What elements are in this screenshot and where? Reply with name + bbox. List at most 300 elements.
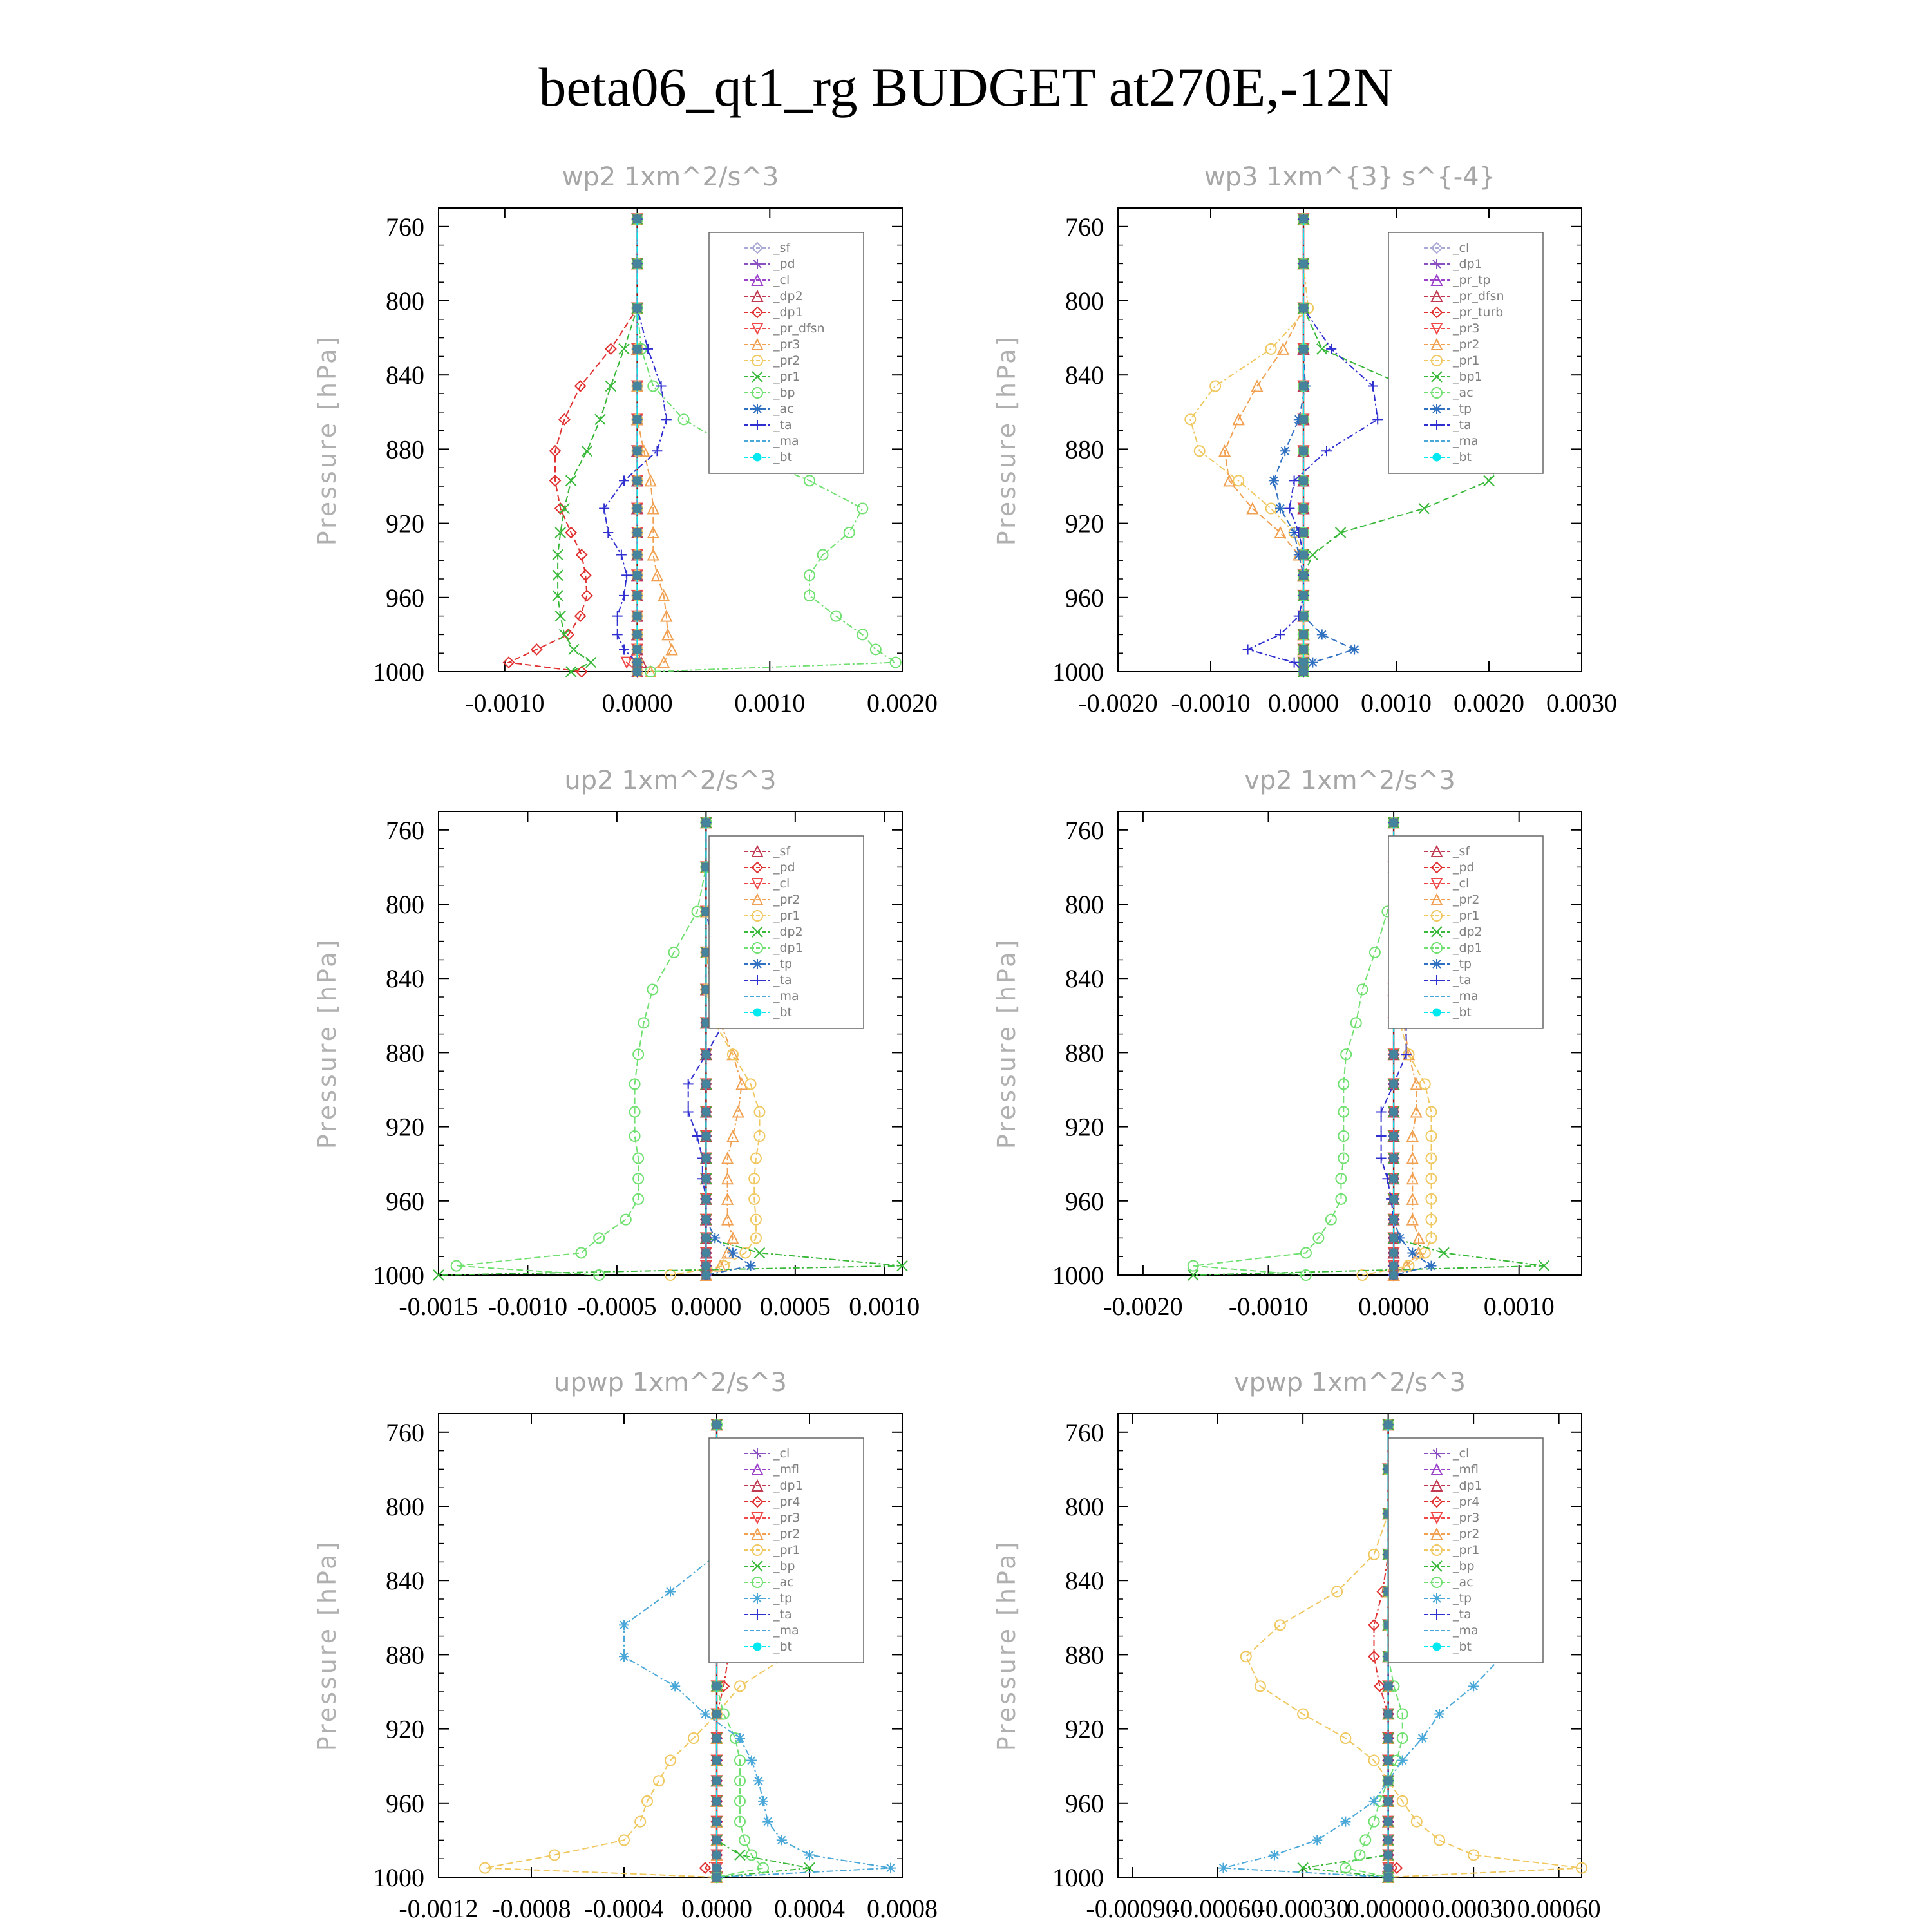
zero-marker <box>1389 1195 1398 1204</box>
y-tick-label: 1000 <box>373 1261 424 1290</box>
zero-marker <box>1384 1864 1393 1873</box>
panel-up2 <box>313 766 920 1321</box>
data-point <box>1218 1863 1228 1873</box>
x-tick-label: 0.0000 <box>1268 688 1339 717</box>
legend-label: _dp1 <box>1453 257 1482 271</box>
zero-marker <box>1299 630 1308 639</box>
x-tick-label: 0.0005 <box>759 1292 831 1321</box>
legend-marker <box>753 453 761 461</box>
data-point <box>1284 504 1294 514</box>
legend-label: _pr4 <box>773 1495 800 1509</box>
zero-marker <box>1299 446 1308 455</box>
x-tick-label: 0.0020 <box>1454 688 1524 717</box>
legend-label: _bt <box>773 1005 793 1019</box>
series-ta <box>1243 214 1383 677</box>
zero-marker <box>1299 381 1308 390</box>
zero-marker <box>633 571 642 580</box>
zero-marker <box>712 1835 721 1844</box>
data-point <box>1317 344 1327 354</box>
legend-label: _tp <box>1453 957 1472 971</box>
data-point <box>1417 1733 1428 1743</box>
data-point <box>1419 504 1429 514</box>
data-point <box>1280 446 1290 456</box>
x-tick-label: 0.0000 <box>601 688 673 717</box>
legend-label: _ma <box>773 434 799 448</box>
legend-label: _pr2 <box>1453 1527 1480 1541</box>
data-point <box>679 414 689 424</box>
zero-marker <box>1389 818 1398 827</box>
zero-marker <box>633 658 642 667</box>
data-point <box>683 1107 694 1117</box>
x-tick-label: 0.0030 <box>1546 688 1617 717</box>
data-point <box>1426 1261 1436 1271</box>
legend-marker <box>753 1009 761 1016</box>
x-tick-label: -0.0008 <box>491 1894 571 1923</box>
data-point <box>683 1079 694 1089</box>
legend-label: _pr_turb <box>1453 305 1504 319</box>
y-axis-label: Pressure [hPa] <box>313 937 341 1150</box>
y-axis-label: Pressure [hPa] <box>992 1539 1021 1752</box>
zero-marker <box>1299 476 1308 485</box>
data-point <box>1317 629 1327 639</box>
data-point <box>758 1863 768 1873</box>
zero-marker <box>1389 1154 1398 1163</box>
zero-marker <box>701 1050 710 1059</box>
series-pr_dfsn <box>621 214 642 677</box>
y-tick-label: 1000 <box>1052 1261 1104 1290</box>
legend-label: _ta <box>1453 418 1472 432</box>
zero-marker <box>1384 1850 1393 1859</box>
data-point <box>1243 644 1253 654</box>
y-tick-label: 760 <box>1065 815 1104 845</box>
series-line <box>1193 822 1394 1275</box>
data-point <box>665 1586 676 1596</box>
legend-label: _bt <box>1453 1005 1472 1019</box>
y-tick-label: 960 <box>1065 1788 1104 1818</box>
legend-marker <box>752 1593 762 1604</box>
legend-label: _mfl <box>1453 1463 1479 1477</box>
series-line <box>1248 219 1378 672</box>
legend-label: _pr1 <box>773 370 800 384</box>
y-tick-label: 920 <box>1065 509 1104 538</box>
data-point <box>1278 344 1288 354</box>
figure-title: beta06_qt1_rg BUDGET at270E,-12N <box>538 56 1394 118</box>
legend-label: _bp <box>773 1559 795 1573</box>
data-point <box>886 1863 896 1873</box>
zero-marker <box>1299 304 1308 313</box>
zero-marker <box>701 1154 710 1163</box>
y-axis-label: Pressure [hPa] <box>313 334 341 546</box>
data-point <box>1275 504 1285 514</box>
legend-label: _bt <box>1453 450 1472 464</box>
legend-label: _sf <box>773 844 791 858</box>
data-point <box>1439 1247 1449 1258</box>
data-point <box>723 1215 733 1225</box>
legend-label: _dp1 <box>773 305 803 319</box>
data-point <box>619 344 629 354</box>
legend-label: _pr2 <box>773 893 800 907</box>
legend-label: _bt <box>1453 1640 1472 1654</box>
panel-upwp <box>313 1368 938 1923</box>
zero-marker <box>633 214 642 223</box>
panel-title: vpwp 1xm^2/s^3 <box>1233 1368 1466 1397</box>
data-point <box>1336 527 1346 538</box>
zero-marker <box>633 304 642 313</box>
zero-marker <box>1299 591 1308 600</box>
data-point <box>670 1681 680 1691</box>
panel-title: upwp 1xm^2/s^3 <box>554 1368 787 1397</box>
legend-label: _pr2 <box>1453 337 1480 352</box>
panel-title: wp3 1xm^{3} s^{-4} <box>1204 162 1496 192</box>
legend-label: _sf <box>1453 844 1470 858</box>
zero-marker <box>712 1873 721 1882</box>
y-tick-label: 800 <box>386 890 424 919</box>
y-tick-label: 840 <box>386 964 424 994</box>
series-dp1 <box>504 214 643 677</box>
zero-marker <box>1384 1756 1393 1765</box>
x-tick-label: 0.0010 <box>849 1292 920 1321</box>
data-point <box>1434 1709 1444 1719</box>
y-axis-label: Pressure [hPa] <box>992 334 1021 546</box>
y-tick-label: 800 <box>1065 1492 1104 1521</box>
y-tick-label: 1000 <box>1052 1863 1104 1892</box>
series-line <box>558 219 638 672</box>
series-line <box>457 822 706 1275</box>
data-point <box>1269 475 1279 486</box>
legend-label: _bp <box>1453 1559 1475 1573</box>
data-point <box>569 644 579 654</box>
legend-label: _dp2 <box>773 925 803 939</box>
data-point <box>1407 1247 1417 1258</box>
legend-label: _dp1 <box>773 941 803 955</box>
y-tick-label: 880 <box>386 435 424 464</box>
data-point <box>612 611 623 621</box>
zero-marker <box>1384 1734 1393 1743</box>
zero-marker <box>1389 1050 1398 1059</box>
y-tick-label: 800 <box>386 1492 424 1521</box>
x-tick-label: 0.00060 <box>1517 1894 1601 1923</box>
x-tick-label: -0.0012 <box>399 1894 478 1923</box>
legend-label: _pr3 <box>773 337 800 352</box>
y-tick-label: 1000 <box>1052 658 1104 687</box>
legend-label: _pd <box>1453 860 1475 875</box>
zero-marker <box>1299 214 1308 223</box>
legend-label: _dp1 <box>773 1479 803 1493</box>
zero-marker <box>712 1776 721 1785</box>
y-axis-label: Pressure [hPa] <box>313 1539 341 1752</box>
legend-label: _dp2 <box>773 289 803 303</box>
zero-marker <box>633 667 642 676</box>
y-tick-label: 920 <box>386 509 424 538</box>
zero-marker <box>1299 667 1308 676</box>
legend-label: _pr3 <box>773 1511 800 1525</box>
y-tick-label: 960 <box>386 583 424 612</box>
y-tick-label: 920 <box>1065 1714 1104 1744</box>
x-tick-label: -0.0020 <box>1103 1292 1183 1321</box>
legend-label: _cl <box>773 876 790 891</box>
legend-marker <box>1433 1643 1441 1651</box>
zero-marker <box>712 1817 721 1826</box>
data-point <box>891 658 901 668</box>
y-tick-label: 800 <box>386 287 424 316</box>
y-tick-label: 920 <box>1065 1112 1104 1142</box>
x-tick-label: 0.0010 <box>1361 688 1432 717</box>
data-point <box>667 644 677 654</box>
data-point <box>1376 1107 1387 1117</box>
panel-vp2 <box>992 766 1582 1321</box>
data-point <box>619 1620 629 1630</box>
zero-marker <box>1299 571 1308 580</box>
y-tick-label: 1000 <box>373 658 424 687</box>
data-point <box>1321 446 1332 456</box>
data-point <box>553 570 563 580</box>
zero-marker <box>701 818 710 827</box>
data-point <box>586 658 596 668</box>
zero-marker <box>1299 415 1308 424</box>
legend-label: _pr_tp <box>1453 273 1491 287</box>
zero-marker <box>1389 1079 1398 1088</box>
y-tick-label: 960 <box>1065 1186 1104 1216</box>
y-tick-label: 800 <box>1065 287 1104 316</box>
legend-label: _cl <box>1453 1446 1470 1461</box>
zero-marker <box>1299 645 1308 654</box>
data-point <box>710 1233 720 1243</box>
zero-marker <box>633 612 642 621</box>
data-point <box>599 504 609 514</box>
y-tick-label: 880 <box>386 1038 424 1068</box>
data-point <box>1360 1835 1370 1845</box>
data-point <box>576 550 587 560</box>
zero-marker <box>633 381 642 390</box>
data-point <box>735 1733 745 1743</box>
legend-label: _ac <box>1453 386 1473 400</box>
zero-marker <box>633 528 642 537</box>
zero-marker <box>1384 1797 1393 1806</box>
data-point <box>1484 475 1494 486</box>
series-line <box>1225 219 1303 672</box>
data-point <box>1369 1549 1379 1560</box>
zero-marker <box>1299 259 1308 268</box>
panel-wp2 <box>313 162 938 717</box>
zero-marker <box>1299 528 1308 537</box>
legend-label: _bp1 <box>1453 370 1482 384</box>
legend-label: _ac <box>773 1575 794 1589</box>
data-point <box>582 446 592 456</box>
data-point <box>777 1835 787 1845</box>
zero-marker <box>701 1108 710 1117</box>
data-point <box>758 1796 768 1806</box>
legend-marker <box>1433 1009 1441 1016</box>
legend-label: _ma <box>1453 1624 1479 1638</box>
panel-vpwp <box>992 1368 1601 1923</box>
zero-marker <box>1389 1108 1398 1117</box>
zero-marker <box>701 1262 710 1271</box>
data-point <box>804 1850 815 1860</box>
legend-marker <box>1432 404 1442 414</box>
legend-label: _ma <box>1453 989 1479 1003</box>
legend-label: _dp2 <box>1453 925 1482 939</box>
legend-label: _pd <box>773 860 795 875</box>
x-tick-label: -0.00030 <box>1256 1894 1349 1923</box>
data-point <box>700 1709 710 1719</box>
legend-label: _cl <box>773 273 790 287</box>
data-point <box>1241 1651 1251 1662</box>
zero-marker <box>1299 658 1308 667</box>
data-point <box>1368 381 1378 391</box>
legend-marker <box>1432 1593 1442 1604</box>
x-tick-label: 0.0008 <box>867 1894 938 1923</box>
legend-label: _bt <box>773 450 793 464</box>
y-tick-label: 800 <box>1065 890 1104 919</box>
data-point <box>1468 1681 1479 1691</box>
zero-marker <box>701 1233 710 1242</box>
x-tick-label: -0.0010 <box>1171 688 1251 717</box>
y-tick-label: 840 <box>1065 964 1104 994</box>
panel-title: vp2 1xm^2/s^3 <box>1244 766 1455 795</box>
legend-label: _bt <box>773 1640 793 1654</box>
zero-marker <box>1384 1817 1393 1826</box>
legend-label: _cl <box>1453 241 1470 255</box>
x-tick-label: 0.0010 <box>1483 1292 1555 1321</box>
data-point <box>728 1247 738 1258</box>
data-point <box>635 1817 645 1827</box>
zero-marker <box>1299 504 1308 513</box>
series-line <box>638 219 672 672</box>
legend-label: _ma <box>773 1624 799 1638</box>
legend-label: _pr2 <box>773 1527 800 1541</box>
legend-label: _ta <box>1453 973 1472 987</box>
zero-marker <box>1389 1132 1398 1141</box>
legend-marker <box>1432 959 1442 969</box>
zero-marker <box>1389 1174 1398 1183</box>
series-tp <box>1269 214 1359 677</box>
data-point <box>616 550 627 560</box>
y-tick-label: 880 <box>1065 435 1104 464</box>
zero-marker <box>1299 551 1308 560</box>
y-tick-label: 960 <box>386 1788 424 1818</box>
zero-marker <box>633 630 642 639</box>
data-point <box>1210 381 1220 391</box>
data-point <box>621 570 632 580</box>
data-point <box>746 1261 756 1271</box>
x-tick-label: -0.0005 <box>577 1292 657 1321</box>
zero-marker <box>1384 1835 1393 1844</box>
zero-marker <box>712 1420 721 1429</box>
zero-marker <box>1389 1233 1398 1242</box>
data-point <box>1376 1131 1387 1141</box>
x-tick-label: -0.0010 <box>1228 1292 1309 1321</box>
zero-marker <box>712 1864 721 1873</box>
data-point <box>857 504 867 514</box>
data-point <box>1275 1620 1285 1630</box>
zero-marker <box>1384 1681 1393 1690</box>
series-line <box>1303 1425 1388 1877</box>
zero-marker <box>712 1710 721 1719</box>
zero-marker <box>1299 612 1308 621</box>
series-pr2 <box>1220 214 1309 677</box>
legend-label: _ta <box>773 418 792 432</box>
x-tick-label: 0.00030 <box>1432 1894 1516 1923</box>
series-line <box>1274 219 1354 672</box>
x-tick-label: 0.0000 <box>681 1894 752 1923</box>
y-tick-label: 1000 <box>373 1863 424 1892</box>
legend-label: _pr_dfsn <box>1453 289 1504 303</box>
x-tick-label: 0.0010 <box>734 688 806 717</box>
y-tick-label: 760 <box>386 815 424 845</box>
zero-marker <box>1389 1248 1398 1257</box>
data-point <box>1369 1796 1379 1806</box>
panel-wp3 <box>992 162 1617 717</box>
legend-marker <box>752 404 762 414</box>
legend-label: _pd <box>773 257 795 271</box>
legend-label: _pr3 <box>1453 1511 1480 1525</box>
data-point <box>728 1131 738 1141</box>
zero-marker <box>1384 1776 1393 1785</box>
data-point <box>619 591 629 601</box>
zero-marker <box>701 1174 710 1183</box>
zero-marker <box>701 1248 710 1257</box>
legend-label: _ma <box>773 989 799 1003</box>
legend-label: _tp <box>1453 1591 1472 1605</box>
zero-marker <box>633 551 642 560</box>
legend-label: _sf <box>773 241 791 255</box>
legend-label: _ta <box>773 1607 792 1622</box>
zero-marker <box>1384 1420 1393 1429</box>
y-tick-label: 920 <box>386 1714 424 1744</box>
data-point <box>762 1817 773 1827</box>
zero-marker <box>633 345 642 354</box>
y-tick-label: 760 <box>386 212 424 242</box>
y-tick-label: 840 <box>1065 1566 1104 1596</box>
y-axis-label: Pressure [hPa] <box>992 937 1021 1150</box>
panel-title: up2 1xm^2/s^3 <box>564 766 777 795</box>
x-tick-label: 0.00000 <box>1346 1894 1430 1923</box>
data-point <box>652 446 662 456</box>
zero-marker <box>1389 1262 1398 1271</box>
zero-marker <box>1384 1873 1393 1882</box>
x-tick-label: 0.0004 <box>774 1894 845 1923</box>
legend-label: _cl <box>1453 876 1470 891</box>
x-tick-label: -0.0020 <box>1078 688 1158 717</box>
zero-marker <box>633 415 642 424</box>
x-tick-label: -0.00060 <box>1171 1894 1264 1923</box>
zero-marker <box>633 476 642 485</box>
legend-label: _dp1 <box>1453 941 1482 955</box>
y-tick-label: 960 <box>1065 583 1104 612</box>
zero-marker <box>701 1271 710 1280</box>
data-point <box>1349 644 1359 654</box>
series-pr1 <box>553 214 642 677</box>
data-point <box>753 1776 764 1786</box>
data-point <box>661 414 672 424</box>
data-point <box>1269 1850 1280 1860</box>
legend-label: _pr1 <box>1453 354 1480 368</box>
zero-marker <box>633 645 642 654</box>
zero-marker <box>712 1681 721 1690</box>
y-tick-label: 840 <box>386 1566 424 1596</box>
legend-label: _pr2 <box>1453 893 1480 907</box>
legend-label: _mfl <box>773 1463 799 1477</box>
data-point <box>1369 1817 1379 1827</box>
y-tick-label: 880 <box>1065 1640 1104 1670</box>
x-tick-label: -0.0004 <box>584 1894 664 1923</box>
legend-label: _ac <box>773 402 794 416</box>
zero-marker <box>712 1756 721 1765</box>
legend-label: _dp1 <box>1453 1479 1482 1493</box>
legend-label: _ta <box>773 973 792 987</box>
y-tick-label: 760 <box>386 1417 424 1447</box>
x-tick-label: -0.0015 <box>399 1292 478 1321</box>
